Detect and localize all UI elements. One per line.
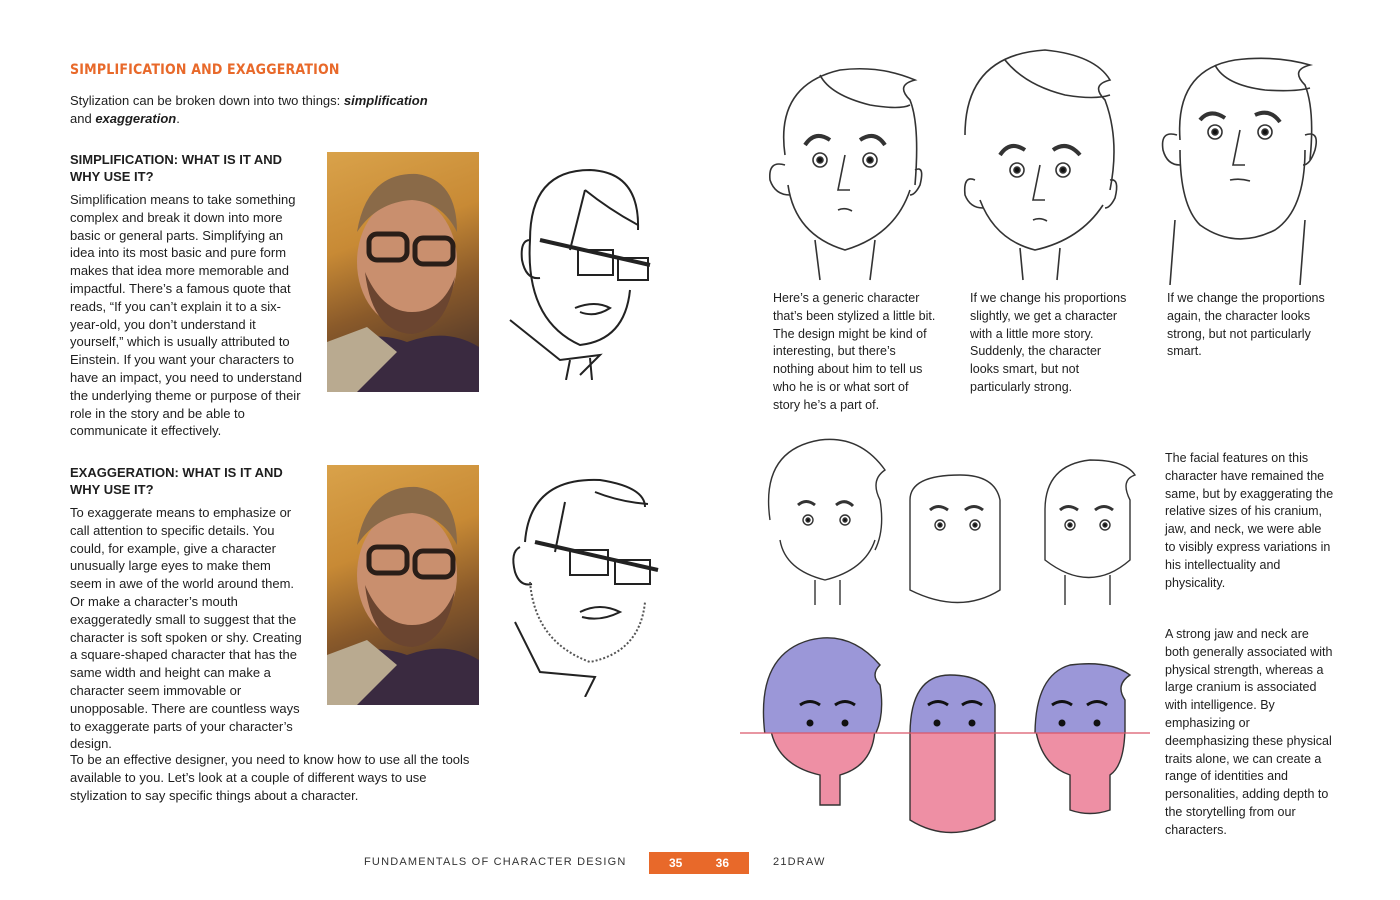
exaggerated-face-drawing-icon: [500, 472, 665, 697]
caption-generic: Here’s a generic character that’s been stylized a little bit. The design might be kind of interesting, but there’s nothing about him to tell us who he is or what sort of story he’s a part of.: [773, 291, 936, 412]
faces-middle-row: [760, 430, 1150, 610]
simplified-drawing: [500, 160, 660, 380]
page-number-left: 35: [669, 856, 683, 870]
book-title: FUNDAMENTALS OF CHARACTER DESIGN: [364, 856, 627, 868]
simplification-body: Simplification means to take something complex and break it down into more basic or general parts. Simplifying an idea into its most basic and pure form makes that idea more memorable and impactful. There’s a famous quote that reads, “If you can’t explain it to a six-year-old, you don’t understand it yourself,” which is usually attributed to Einstein. If you want your characters to have an impact, you need to understand the underlying theme or purpose of their role in the story and be able to communicate it effectively.: [70, 192, 302, 439]
photo-man-2: [327, 465, 479, 705]
page-number-right: 36: [715, 856, 729, 870]
exaggerated-drawing: [500, 472, 665, 697]
generic-face-drawing-icon: [760, 45, 930, 285]
portrait-photo-icon: [327, 465, 479, 705]
page-numbers: [649, 852, 749, 874]
face-generic: [760, 45, 930, 285]
intro-text: and: [70, 110, 96, 126]
intro-text: .: [176, 110, 180, 126]
intro-paragraph: [70, 92, 450, 128]
simplification-heading: SIMPLIFICATION: WHAT IS IT AND WHY USE IT?: [70, 152, 283, 184]
exaggeration-body: To exaggerate means to emphasize or call attention to specific details. You could, for example, give a character unusually large eyes to make them seem in awe of the world around them. Or make a character’s mouth exaggeratedly small to suggest that the character is soft spoken or shy. Creating a square-shaped character that has the same width and height can make a character seem immovable or unopposable. There are countless ways to exaggerate parts of your character’s design.: [70, 505, 302, 752]
section-title: SIMPLIFICATION AND EXAGGERATION: [70, 62, 340, 78]
term-simplification: simplification: [343, 93, 428, 108]
three-faces-colored-drawing-icon: [740, 625, 1150, 840]
intro-text: Stylization can be broken down into two things:: [70, 93, 344, 108]
side-note-features: The facial features on this character have remained the same, but by exaggerating the relative sizes of his cranium, jaw, and neck, we were able to visibly express variations in his intellectuality and physicality.: [1165, 451, 1334, 590]
publisher: 21DRAW: [773, 856, 826, 868]
three-faces-line-drawing-icon: [760, 430, 1150, 610]
strong-face-drawing-icon: [1155, 40, 1325, 285]
caption-smart: If we change his proportions slightly, we get a character with a little more story. Suddenly, the character looks smart, but not particularly strong.: [970, 291, 1127, 394]
faces-colored-row: [740, 625, 1150, 840]
simplified-face-drawing-icon: [500, 160, 660, 380]
portrait-photo-icon: [327, 152, 479, 392]
photo-man-1: [327, 152, 479, 392]
smart-face-drawing-icon: [955, 40, 1125, 285]
face-strong: [1155, 40, 1325, 285]
exaggeration-heading: EXAGGERATION: WHAT IS IT AND WHY USE IT?: [70, 465, 283, 497]
term-exaggeration: exaggeration: [95, 110, 177, 126]
closing-paragraph: To be an effective designer, you need to know how to use all the tools available to you. Let’s look at a couple of different ways to use stylization to say specific things about a character.: [70, 752, 470, 803]
caption-strong: If we change the proportions again, the character looks strong, but not particularly smart.: [1167, 291, 1325, 359]
side-note-jaw-neck: A strong jaw and neck are both generally associated with physical strength, whereas a large cranium is associated with intelligence. By emphasizing or deemphasizing these physical traits alone, we can create a range of identities and personalities, adding depth to the storytelling from our characters.: [1165, 627, 1333, 837]
face-smart: [955, 40, 1125, 285]
